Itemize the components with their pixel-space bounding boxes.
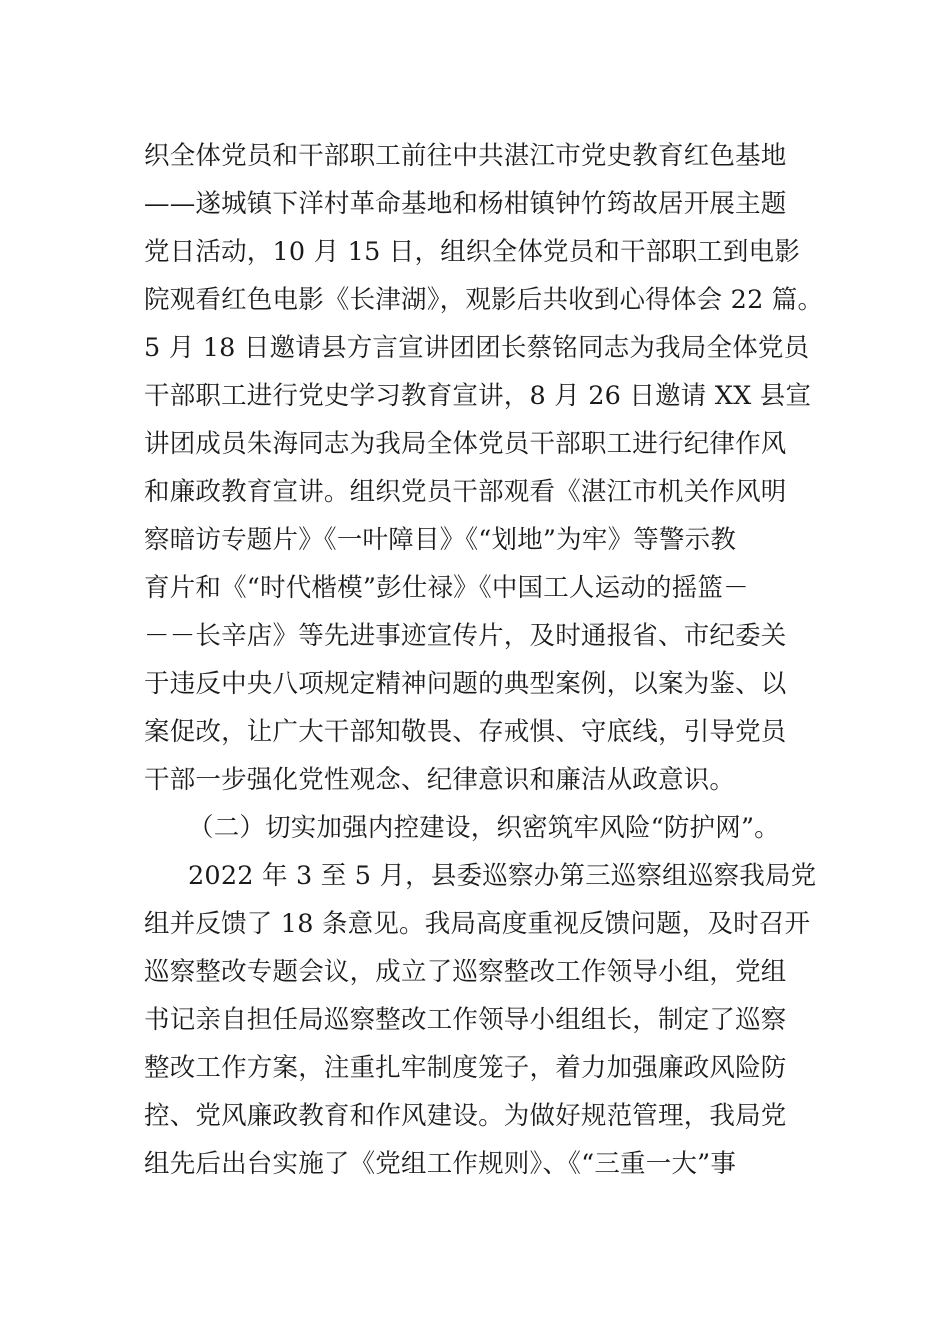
body-text-line: 案促改，让广大干部知敬畏、存戒惧、守底线，引导党员 xyxy=(144,717,787,747)
body-text-line: 和廉政教育宣讲。组织党员干部观看《湛江市机关作风明 xyxy=(144,477,787,507)
body-text-line: 织全体党员和干部职工前往中共湛江市党史教育红色基地 xyxy=(144,141,787,171)
body-text-line: 组先后出台实施了《党组工作规则》、《“三重一大”事 xyxy=(144,1149,737,1179)
body-text-line: 育片和《“时代楷模”彭仕禄》《中国工人运动的摇篮－ xyxy=(144,573,749,603)
body-text-line: 5 月 18 日邀请县方言宣讲团团长蔡铭同志为我局全体党员 xyxy=(144,333,810,363)
body-text-line: 干部一步强化党性观念、纪律意识和廉洁从政意识。 xyxy=(144,765,736,795)
body-text-line: 书记亲自担任局巡察整改工作领导小组组长，制定了巡察 xyxy=(144,1005,787,1035)
body-text-line: 察暗访专题片》《一叶障目》《“划地”为牢》等警示教 xyxy=(144,525,737,555)
body-text-line: 院观看红色电影《长津湖》，观影后共收到心得体会 22 篇。 xyxy=(144,285,824,315)
section-heading: （二）切实加强内控建设，织密筑牢风险“防护网”。 xyxy=(188,813,780,843)
body-text-line: 组并反馈了 18 条意见。我局高度重视反馈问题，及时召开 xyxy=(144,909,811,939)
body-text-line: 干部职工进行党史学习教育宣讲，8 月 26 日邀请 XX 县宣 xyxy=(144,381,812,411)
body-text-line: 党日活动，10 月 15 日，组织全体党员和干部职工到电影 xyxy=(144,237,801,267)
body-text-line: 讲团成员朱海同志为我局全体党员干部职工进行纪律作风 xyxy=(144,429,787,459)
body-text-line: 控、党风廉政教育和作风建设。为做好规范管理，我局党 xyxy=(144,1101,787,1131)
body-text-line: 于违反中央八项规定精神问题的典型案例，以案为鉴、以 xyxy=(144,669,787,699)
body-text-line: ——遂城镇下洋村革命基地和杨柑镇钟竹筠故居开展主题 xyxy=(144,189,787,219)
body-text-line: 2022 年 3 至 5 月，县委巡察办第三巡察组巡察我局党 xyxy=(188,861,817,891)
body-text-line: －－长辛店》等先进事迹宣传片，及时通报省、市纪委关 xyxy=(144,621,787,651)
body-text-line: 巡察整改专题会议，成立了巡察整改工作领导小组，党组 xyxy=(144,957,787,987)
body-text-line: 整改工作方案，注重扎牢制度笼子，着力加强廉政风险防 xyxy=(144,1053,787,1083)
